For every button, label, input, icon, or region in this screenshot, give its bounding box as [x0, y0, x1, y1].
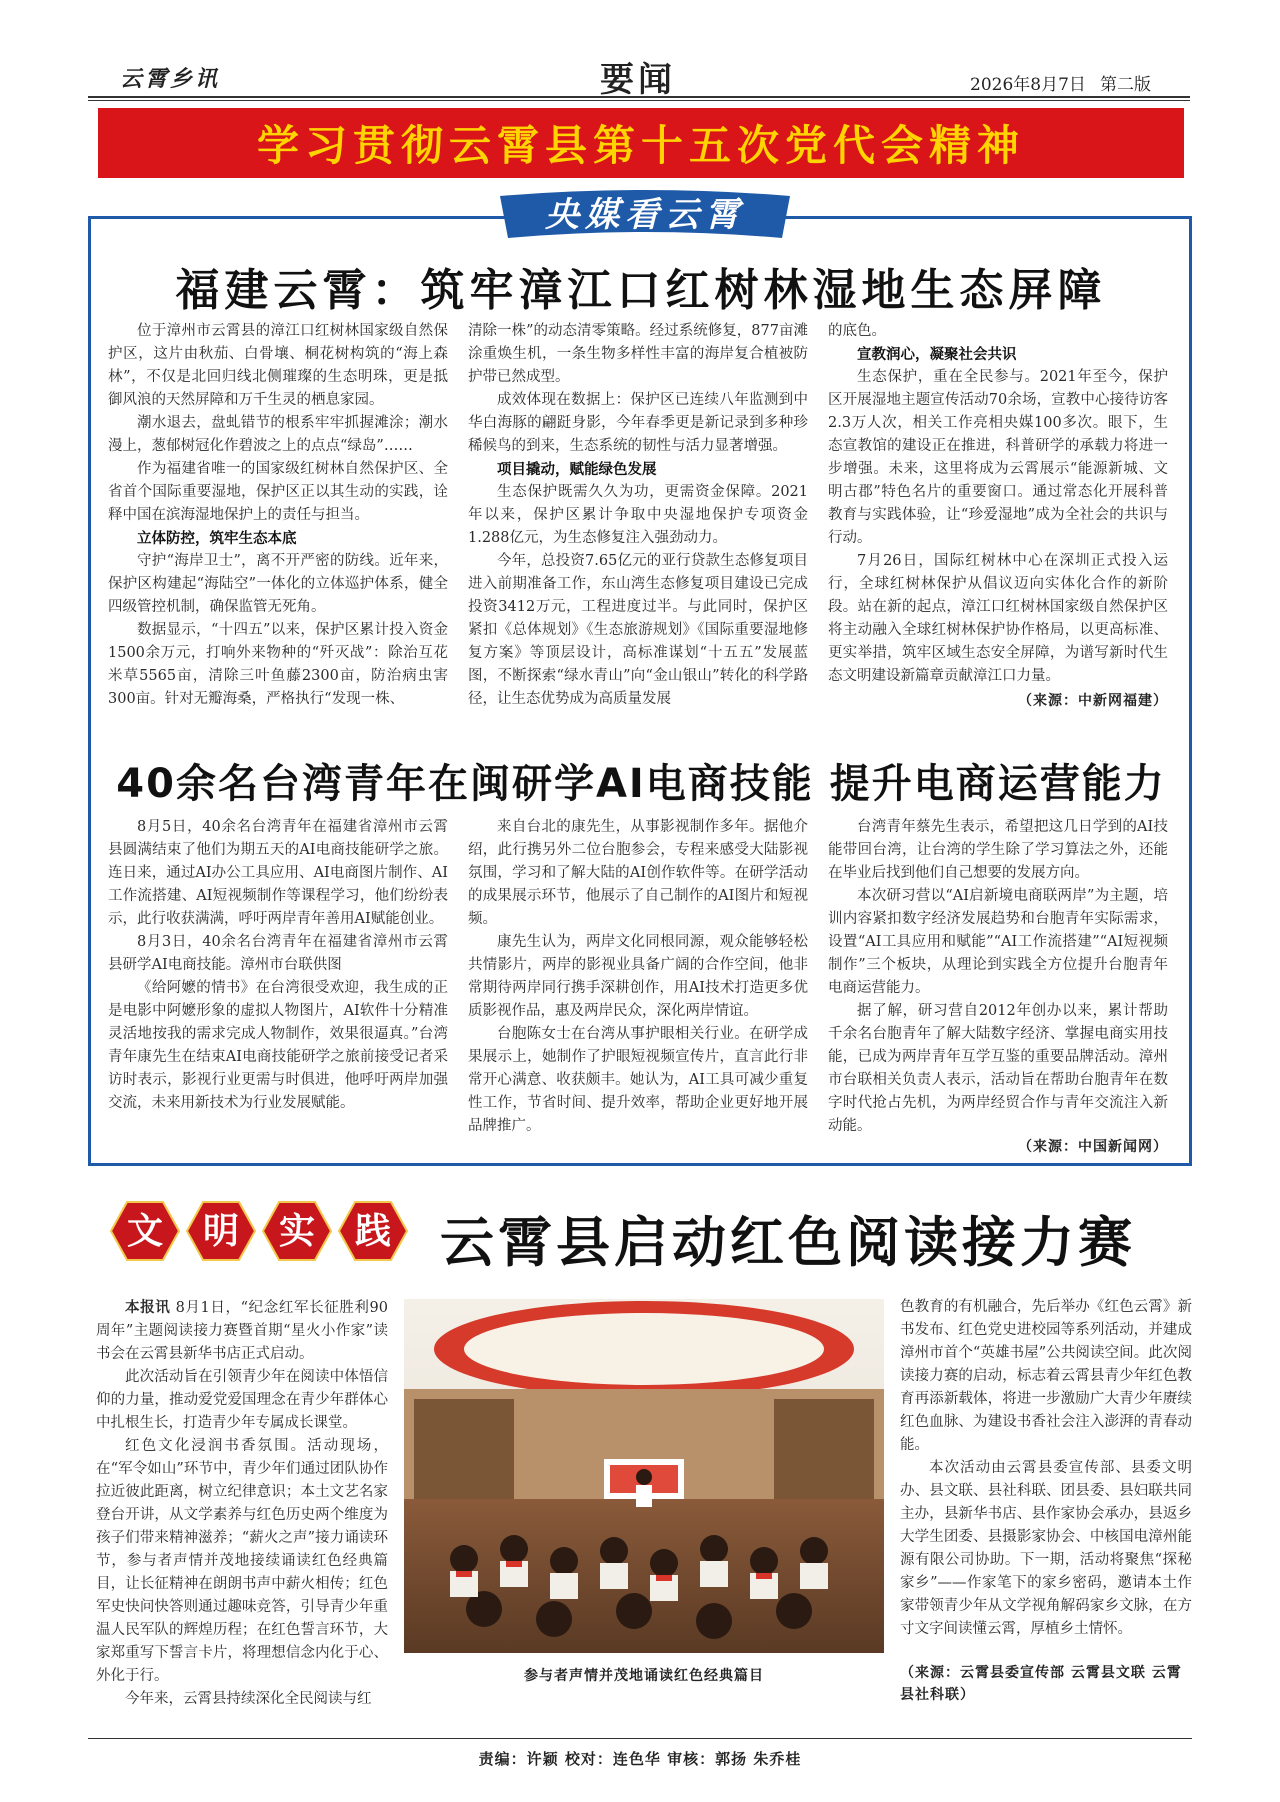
article2-source: （来源：中国新闻网）: [1018, 1139, 1168, 1155]
hex-badge-4: [338, 1200, 408, 1262]
paragraph: 据了解，研习营自2012年创办以来，累计帮助千余名台胞青年了解大陆数字经济、掌握电商实用技能，已成为两岸青年互学互鉴的重要品牌活动。漳州市台联相关负责人表示，活动旨在帮助台胞青年在数字时代抢占先机，为两岸经贸合作与青年交流注入新动能。: [828, 1003, 1168, 1134]
dateline: 本报讯: [125, 1299, 171, 1316]
article3-source: （来源：云霄县委宣传部 云霄县文联 云霄县社科联）: [900, 1665, 1182, 1703]
paragraph: 守护“海岸卫士”，离不开严密的防线。近年来，保护区构建起“海陆空”一体化的立体巡护体系，健全四级管控机制，确保监管无死角。: [108, 553, 448, 615]
article2-col3: [828, 816, 1168, 1138]
paragraph: 8月5日，40余名台湾青年在福建省漳州市云霄县圆满结束了他们为期五天的AI电商技能研学之旅。连日来，通过AI办公工具应用、AI电商图片制作、AI工作流搭建、AI短视频制作等课程学习，他们纷纷表示，此行收获满满，呼吁两岸青年善用AI赋能创业。: [108, 819, 448, 927]
hex-badge-char: 文: [126, 1210, 163, 1252]
hex-badge-3: [262, 1200, 332, 1262]
lead-text: 8月1日，“纪念红军长征胜利90周年”主题阅读接力赛暨首期“星火小作家”读书会在云霄县新华书店正式启动。: [96, 1300, 388, 1362]
paragraph: 本次研习营以“AI启新境电商联两岸”为主题，培训内容紧扣数字经济发展趋势和台胞青年实际需求，设置“AI工具应用和赋能”“AI工作流搭建”“AI短视频制作”三个板块，从理论到实践全方位提升台胞青年电商运营能力。: [828, 888, 1168, 996]
paragraph: 生态保护既需久久为功，更需资金保障。2021年以来，保护区累计争取中央湿地保护专项资金1.288亿元，为生态修复注入强劲动力。: [468, 484, 808, 546]
paragraph: 作为福建省唯一的国家级红树林自然保护区、全省首个国际重要湿地，保护区正以其生动的实践，诠释中国在滨海湿地保护上的责任与担当。: [108, 461, 448, 523]
paragraph: 清除一株”的动态清零策略。经过系统修复，877亩滩涂重焕生机，一条生物多样性丰富的海岸复合植被防护带已然成型。: [468, 323, 808, 385]
paragraph: 数据显示，“十四五”以来，保护区累计投入资金1500余万元，打响外来物种的“歼灭战”：除治互花米草5565亩，清除三叶鱼藤2300亩，防治病虫害300亩。针对无瓣海桑，严格执行“发现一株、: [108, 622, 448, 707]
hex-badge-1: [110, 1200, 180, 1262]
hex-badge-2: [186, 1200, 256, 1262]
paragraph: 的底色。: [828, 323, 886, 339]
theme-banner: [98, 108, 1184, 178]
paragraph: 台胞陈女士在台湾从事护眼相关行业。在研学成果展示上，她制作了护眼短视频宣传片，直言此行非常开心满意、收获颇丰。她认为，AI工具可减少重复性工作，节省时间、提升效率，帮助企业更好地开展品牌推广。: [468, 1026, 808, 1134]
paragraph: 红色文化浸润书香氛围。活动现场，在“军令如山”环节中，青少年们通过团队协作拉近彼此距离，树立纪律意识；本土文艺名家登台开讲，从文学素养与红色历史两个维度为孩子们带来精神滋养；“薪火之声”接力诵读环节，参与者声情并茂地接续诵读红色经典篇目，让长征精神在朗朗书声中薪火相传；红色军史快问快答则通过趣味竞答，引导青少年重温人民军队的辉煌历程；在红色誓言环节，大家郑重写下誓言卡片，将理想信念内化于心、外化于行。: [96, 1438, 388, 1684]
article2-title: 40余名台湾青年在闽研学AI电商技能 提升电商运营能力: [116, 761, 1166, 807]
paragraph: 康先生认为，两岸文化同根同源，观众能够轻松共情影片，两岸的影视业具备广阔的合作空间，他非常期待两岸同行携手深耕创作，用AI技术打造更多优质影视作品，惠及两岸民众，深化两岸情谊。: [468, 934, 808, 1019]
issue-date: 2026年8月7日: [970, 75, 1086, 95]
article1-col3: [828, 320, 1168, 688]
subheading: 立体防控，筑牢生态本底: [137, 530, 297, 547]
hex-badge-char: 践: [354, 1210, 391, 1252]
paragraph: 位于漳州市云霄县的漳江口红树林国家级自然保护区，这片由秋茄、白骨壤、桐花树构筑的“海上森林”，不仅是北回归线北侧璀璨的生态明珠，更是抵御风浪的天然屏障和万千生灵的栖息家园。: [108, 323, 448, 408]
paragraph: 成效体现在数据上：保护区已连续八年监测到中华白海豚的翩跹身影，今年春季更是新记录到多种珍稀候鸟的到来，生态系统的韧性与活力显著增强。: [468, 392, 808, 454]
paragraph: [96, 1296, 388, 1366]
column-tag-text: 央媒看云霄: [545, 195, 745, 235]
paragraph: 今年来，云霄县持续深化全民阅读与红: [125, 1691, 372, 1707]
article3-title: 云霄县启动红色阅读接力赛: [440, 1210, 1136, 1274]
edition-label: 第二版: [1100, 75, 1151, 95]
subheading: 宣教润心，凝聚社会共识: [857, 346, 1017, 363]
editor-credits: 责编：许颖 校对：连色华 审核：郭扬 朱乔桂: [478, 1750, 802, 1768]
paragraph: 7月26日，国际红树林中心在深圳正式投入运行，全球红树林保护从倡议迈向实体化合作的新阶段。站在新的起点，漳江口红树林国家级自然保护区将主动融入全球红树林保护协作格局，以更高标准、更实举措，筑牢区域生态安全屏障，为谱写新时代生态文明建设新篇章贡献漳江口力量。: [828, 553, 1168, 684]
article1-col2: [468, 320, 808, 711]
masthead-rule-thin: [88, 100, 1190, 101]
column-tag: [500, 188, 790, 242]
paragraph: 来自台北的康先生，从事影视制作多年。据他介绍，此行携另外二位台胞参会，专程来感受大陆影视氛围，学习和了解大陆的AI创作软件等。在研学活动的成果展示环节，他展示了自己制作的AI图片和短视频。: [468, 819, 808, 927]
article3-col1: [96, 1296, 388, 1711]
footer-rule: [88, 1738, 1192, 1739]
article2-col1: [108, 816, 448, 1115]
masthead-rule: [88, 96, 1190, 98]
article1-col1: [108, 320, 448, 711]
paragraph: 8月3日，40余名台湾青年在福建省漳州市云霄县研学AI电商技能。漳州市台联供图: [108, 934, 448, 973]
section-title: 要闻: [600, 60, 676, 100]
paragraph: 生态保护，重在全民参与。2021年至今，保护区开展湿地主题宣传活动70余场，宣教中心接待访客2.3万人次，相关工作亮相央媒100多次。眼下，生态宣教馆的建设正在推进，科普研学的承载力将进一步增强。未来，这里将成为云霄展示“能源新城、文明古郡”特色名片的重要窗口。通过常态化开展科普教育与实践体验，让“珍爱湿地”成为全社会的共识与行动。: [828, 369, 1168, 546]
hex-badge-char: 实: [278, 1210, 315, 1252]
reading-event-photo-icon: [404, 1299, 884, 1653]
paragraph: 今年，总投资7.65亿元的亚行贷款生态修复项目进入前期准备工作，东山湾生态修复项目建设已完成投资3412万元，工程进度过半。与此同时，保护区紧扣《总体规划》《生态旅游规划》《国际重要湿地修复方案》等顶层设计，高标准谋划“十五五”发展蓝图，不断探索“绿水青山”向“金山银山”转化的科学路径，让生态优势成为高质量发展: [468, 553, 808, 707]
article3-col2: [900, 1296, 1192, 1641]
paragraph: 潮水退去，盘虬错节的根系牢牢抓握滩涂；潮水漫上，葱郁树冠化作碧波之上的点点“绿岛”……: [108, 415, 448, 454]
subheading: 项目撬动，赋能绿色发展: [497, 461, 657, 478]
theme-banner-text: 学习贯彻云霄县第十五次党代会精神: [256, 121, 1025, 170]
article1-title: 福建云霄：筑牢漳江口红树林湿地生态屏障: [175, 265, 1107, 316]
article2-col2: [468, 816, 808, 1138]
paragraph: 《给阿嬷的情书》在台湾很受欢迎，我生成的正是电影中阿嬷形象的虚拟人物图片，AI软件十分精准灵活地按我的需求完成人物制作，效果很逼真。”台湾青年康先生在结束AI电商技能研学之旅前接受记者采访时表示，影视行业更需与时俱进，他呼吁两岸加强交流，未来用新技术为行业发展赋能。: [108, 980, 448, 1111]
hex-badge-char: 明: [202, 1210, 239, 1252]
paper-name: 云霄乡讯: [120, 66, 221, 92]
photo-caption: 参与者声情并茂地诵读红色经典篇目: [524, 1668, 764, 1684]
event-photo: [404, 1299, 884, 1653]
paragraph: 本次活动由云霄县委宣传部、县委文明办、县文联、县社科联、团县委、县妇联共同主办，县新华书店、县作家协会承办，县返乡大学生团委、县摄影家协会、中核国电漳州能源有限公司协助。下一期，活动将聚焦“探秘家乡”——作家笔下的家乡密码，邀请本土作家带领青少年从文学视角解码家乡文脉，在方寸文字间读懂云霄，厚植乡土情怀。: [900, 1460, 1192, 1637]
paragraph: 台湾青年蔡先生表示，希望把这几日学到的AI技能带回台湾，让台湾的学生除了学习算法之外，还能在毕业后找到他们自己想要的发展方向。: [828, 819, 1168, 881]
paragraph: 此次活动旨在引领青少年在阅读中体悟信仰的力量，推动爱党爱国理念在青少年群体心中扎根生长，打造青少年专属成长课堂。: [96, 1369, 388, 1431]
paragraph: 色教育的有机融合，先后举办《红色云霄》新书发布、红色党史进校园等系列活动，并建成漳州市首个“英雄书屋”公共阅读空间。此次阅读接力赛的启动，标志着云霄县青少年红色教育再添新载体，将进一步激励广大青少年赓续红色血脉、为建设书香社会注入澎湃的青春动能。: [900, 1299, 1192, 1453]
article1-source: （来源：中新网福建）: [1018, 693, 1168, 709]
